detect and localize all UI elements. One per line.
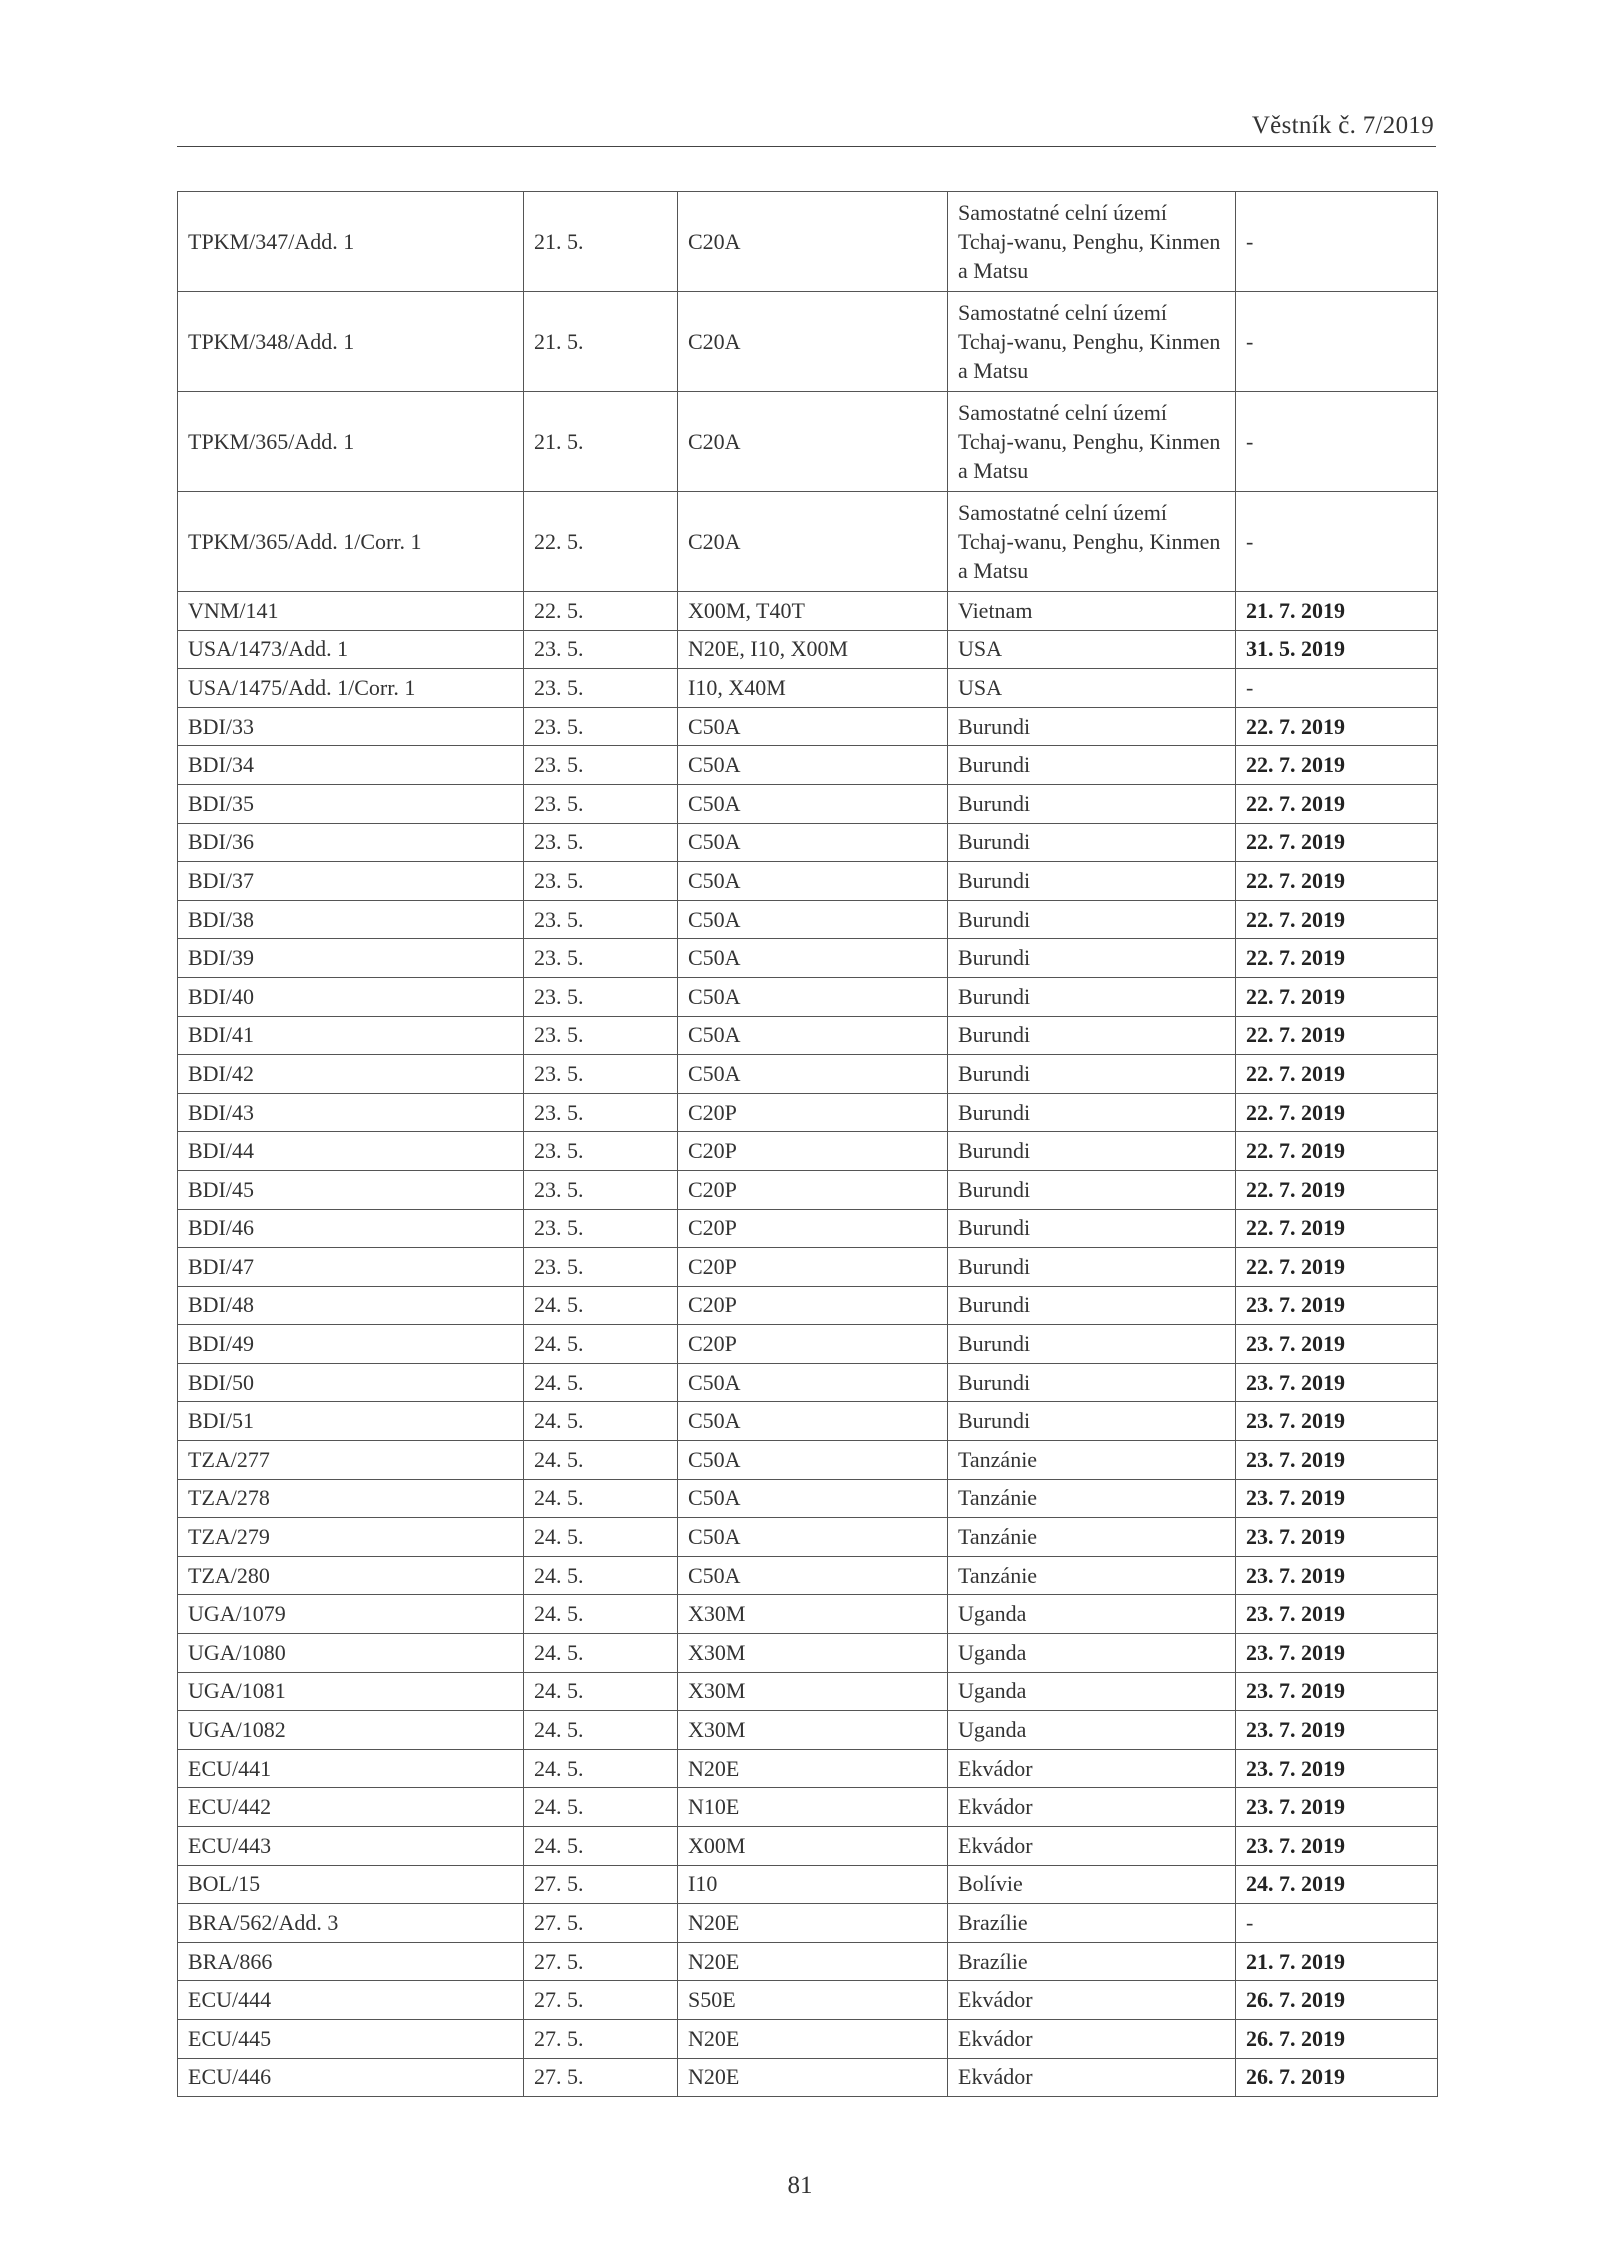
country-cell: Burundi — [948, 1402, 1236, 1441]
country-cell: Ekvádor — [948, 1981, 1236, 2020]
deadline-cell: 21. 7. 2019 — [1236, 592, 1438, 631]
symbol-cell: ECU/446 — [178, 2058, 524, 2097]
codes-cell: C50A — [678, 1055, 948, 1094]
date-cell: 23. 5. — [524, 900, 678, 939]
date-cell: 27. 5. — [524, 1904, 678, 1943]
table-row — [178, 823, 1438, 862]
symbol-cell: USA/1475/Add. 1/Corr. 1 — [178, 669, 524, 708]
date-cell: 21. 5. — [524, 192, 678, 292]
country-cell: Samostatné celní území Tchaj-wanu, Penghu, Kinmen a Matsu — [948, 192, 1236, 292]
codes-cell: C50A — [678, 746, 948, 785]
table-row — [178, 1672, 1438, 1711]
country-cell: Tanzánie — [948, 1441, 1236, 1480]
codes-cell: C50A — [678, 977, 948, 1016]
country-cell: Burundi — [948, 1286, 1236, 1325]
symbol-cell: VNM/141 — [178, 592, 524, 631]
country-cell: Burundi — [948, 1325, 1236, 1364]
symbol-cell: BDI/43 — [178, 1093, 524, 1132]
country-cell: Burundi — [948, 977, 1236, 1016]
codes-cell: C20P — [678, 1286, 948, 1325]
table-row — [178, 939, 1438, 978]
country-cell: USA — [948, 669, 1236, 708]
date-cell: 24. 5. — [524, 1749, 678, 1788]
symbol-cell: BDI/49 — [178, 1325, 524, 1364]
deadline-cell: 22. 7. 2019 — [1236, 784, 1438, 823]
symbol-cell: ECU/444 — [178, 1981, 524, 2020]
date-cell: 23. 5. — [524, 1209, 678, 1248]
country-cell: Uganda — [948, 1595, 1236, 1634]
country-cell: Samostatné celní území Tchaj-wanu, Penghu, Kinmen a Matsu — [948, 492, 1236, 592]
codes-cell: C20A — [678, 192, 948, 292]
symbol-cell: BDI/34 — [178, 746, 524, 785]
deadline-cell: 23. 7. 2019 — [1236, 1479, 1438, 1518]
table-row — [178, 1170, 1438, 1209]
codes-cell: N10E — [678, 1788, 948, 1827]
country-cell: Burundi — [948, 784, 1236, 823]
deadline-cell: 26. 7. 2019 — [1236, 1981, 1438, 2020]
date-cell: 23. 5. — [524, 784, 678, 823]
date-cell: 24. 5. — [524, 1711, 678, 1750]
country-cell: Ekvádor — [948, 1749, 1236, 1788]
country-cell: Burundi — [948, 1132, 1236, 1171]
table-row — [178, 900, 1438, 939]
symbol-cell: TZA/280 — [178, 1556, 524, 1595]
deadline-cell: 22. 7. 2019 — [1236, 1055, 1438, 1094]
symbol-cell: UGA/1080 — [178, 1634, 524, 1673]
codes-cell: N20E — [678, 1904, 948, 1943]
date-cell: 23. 5. — [524, 630, 678, 669]
codes-cell: C50A — [678, 1479, 948, 1518]
codes-cell: I10 — [678, 1865, 948, 1904]
country-cell: Tanzánie — [948, 1479, 1236, 1518]
deadline-cell: 23. 7. 2019 — [1236, 1827, 1438, 1866]
symbol-cell: BDI/38 — [178, 900, 524, 939]
codes-cell: C50A — [678, 939, 948, 978]
page-number: 81 — [787, 2172, 813, 2199]
symbol-cell: BDI/44 — [178, 1132, 524, 1171]
symbol-cell: BDI/42 — [178, 1055, 524, 1094]
deadline-cell: 23. 7. 2019 — [1236, 1788, 1438, 1827]
deadline-cell: 22. 7. 2019 — [1236, 823, 1438, 862]
table-row — [178, 1248, 1438, 1287]
deadline-cell: 21. 7. 2019 — [1236, 1942, 1438, 1981]
date-cell: 23. 5. — [524, 977, 678, 1016]
codes-cell: I10, X40M — [678, 669, 948, 708]
symbol-cell: BOL/15 — [178, 1865, 524, 1904]
deadline-cell: 23. 7. 2019 — [1236, 1286, 1438, 1325]
deadline-cell: 22. 7. 2019 — [1236, 1248, 1438, 1287]
deadline-cell: 23. 7. 2019 — [1236, 1634, 1438, 1673]
country-cell: Burundi — [948, 746, 1236, 785]
table-row — [178, 630, 1438, 669]
codes-cell: C20A — [678, 492, 948, 592]
table-row — [178, 1556, 1438, 1595]
date-cell: 21. 5. — [524, 292, 678, 392]
codes-cell: N20E, I10, X00M — [678, 630, 948, 669]
country-cell: Burundi — [948, 1055, 1236, 1094]
symbol-cell: USA/1473/Add. 1 — [178, 630, 524, 669]
symbol-cell: BRA/866 — [178, 1942, 524, 1981]
country-cell: Burundi — [948, 1093, 1236, 1132]
codes-cell: X00M, T40T — [678, 592, 948, 631]
codes-cell: C50A — [678, 1363, 948, 1402]
codes-cell: X30M — [678, 1672, 948, 1711]
deadline-cell: 26. 7. 2019 — [1236, 2019, 1438, 2058]
date-cell: 22. 5. — [524, 592, 678, 631]
table-row — [178, 1055, 1438, 1094]
table-row — [178, 1634, 1438, 1673]
symbol-cell: UGA/1081 — [178, 1672, 524, 1711]
table-row — [178, 977, 1438, 1016]
deadline-cell: 24. 7. 2019 — [1236, 1865, 1438, 1904]
deadline-cell: 22. 7. 2019 — [1236, 1170, 1438, 1209]
country-cell: Burundi — [948, 1016, 1236, 1055]
codes-cell: C50A — [678, 1556, 948, 1595]
symbol-cell: BDI/37 — [178, 862, 524, 901]
table-row — [178, 1402, 1438, 1441]
symbol-cell: TZA/277 — [178, 1441, 524, 1480]
codes-cell: C50A — [678, 1518, 948, 1557]
table-row — [178, 592, 1438, 631]
symbol-cell: TPKM/365/Add. 1 — [178, 392, 524, 492]
date-cell: 27. 5. — [524, 1865, 678, 1904]
deadline-cell: 23. 7. 2019 — [1236, 1556, 1438, 1595]
symbol-cell: BRA/562/Add. 3 — [178, 1904, 524, 1943]
notification-table — [177, 191, 1438, 2097]
date-cell: 24. 5. — [524, 1518, 678, 1557]
date-cell: 23. 5. — [524, 1055, 678, 1094]
date-cell: 21. 5. — [524, 392, 678, 492]
table-row — [178, 1363, 1438, 1402]
deadline-cell: 23. 7. 2019 — [1236, 1672, 1438, 1711]
deadline-cell: - — [1236, 492, 1438, 592]
country-cell: Ekvádor — [948, 1827, 1236, 1866]
date-cell: 23. 5. — [524, 939, 678, 978]
deadline-cell: 23. 7. 2019 — [1236, 1325, 1438, 1364]
table-row — [178, 1981, 1438, 2020]
deadline-cell: 22. 7. 2019 — [1236, 1016, 1438, 1055]
symbol-cell: TPKM/347/Add. 1 — [178, 192, 524, 292]
table-row — [178, 1479, 1438, 1518]
symbol-cell: BDI/48 — [178, 1286, 524, 1325]
table-row — [178, 1865, 1438, 1904]
date-cell: 27. 5. — [524, 1942, 678, 1981]
country-cell: Burundi — [948, 900, 1236, 939]
symbol-cell: BDI/41 — [178, 1016, 524, 1055]
date-cell: 23. 5. — [524, 862, 678, 901]
symbol-cell: ECU/441 — [178, 1749, 524, 1788]
country-cell: Ekvádor — [948, 1788, 1236, 1827]
country-cell: Brazílie — [948, 1942, 1236, 1981]
deadline-cell: 22. 7. 2019 — [1236, 1093, 1438, 1132]
country-cell: Burundi — [948, 939, 1236, 978]
table-row — [178, 784, 1438, 823]
table-row — [178, 492, 1438, 592]
deadline-cell: 23. 7. 2019 — [1236, 1402, 1438, 1441]
table-row — [178, 1711, 1438, 1750]
deadline-cell: 22. 7. 2019 — [1236, 900, 1438, 939]
running-header — [177, 112, 1436, 147]
table-row — [178, 1904, 1438, 1943]
table-row — [178, 292, 1438, 392]
table-row — [178, 1827, 1438, 1866]
codes-cell: C20P — [678, 1209, 948, 1248]
table-row — [178, 1286, 1438, 1325]
codes-cell: C20P — [678, 1325, 948, 1364]
codes-cell: X30M — [678, 1634, 948, 1673]
table-row — [178, 1518, 1438, 1557]
symbol-cell: TPKM/348/Add. 1 — [178, 292, 524, 392]
table-row — [178, 669, 1438, 708]
table-row — [178, 192, 1438, 292]
date-cell: 27. 5. — [524, 1981, 678, 2020]
symbol-cell: BDI/47 — [178, 1248, 524, 1287]
deadline-cell: 22. 7. 2019 — [1236, 1132, 1438, 1171]
country-cell: Burundi — [948, 1248, 1236, 1287]
codes-cell: C50A — [678, 862, 948, 901]
country-cell: Brazílie — [948, 1904, 1236, 1943]
table-row — [178, 2058, 1438, 2097]
table-row — [178, 1942, 1438, 1981]
symbol-cell: TPKM/365/Add. 1/Corr. 1 — [178, 492, 524, 592]
date-cell: 23. 5. — [524, 1016, 678, 1055]
symbol-cell: ECU/445 — [178, 2019, 524, 2058]
date-cell: 24. 5. — [524, 1788, 678, 1827]
codes-cell: N20E — [678, 1749, 948, 1788]
table-row — [178, 1132, 1438, 1171]
date-cell: 23. 5. — [524, 823, 678, 862]
date-cell: 24. 5. — [524, 1363, 678, 1402]
table-row — [178, 1325, 1438, 1364]
table-row — [178, 707, 1438, 746]
date-cell: 24. 5. — [524, 1827, 678, 1866]
codes-cell: N20E — [678, 1942, 948, 1981]
codes-cell: C20A — [678, 292, 948, 392]
codes-cell: X00M — [678, 1827, 948, 1866]
notification-table-body — [178, 192, 1438, 2097]
symbol-cell: BDI/46 — [178, 1209, 524, 1248]
deadline-cell: 22. 7. 2019 — [1236, 977, 1438, 1016]
country-cell: Burundi — [948, 1209, 1236, 1248]
symbol-cell: BDI/33 — [178, 707, 524, 746]
country-cell: Tanzánie — [948, 1518, 1236, 1557]
table-row — [178, 1016, 1438, 1055]
deadline-cell: 22. 7. 2019 — [1236, 707, 1438, 746]
date-cell: 23. 5. — [524, 1132, 678, 1171]
codes-cell: C50A — [678, 900, 948, 939]
country-cell: Burundi — [948, 862, 1236, 901]
table-row — [178, 1093, 1438, 1132]
date-cell: 24. 5. — [524, 1479, 678, 1518]
deadline-cell: 23. 7. 2019 — [1236, 1595, 1438, 1634]
codes-cell: S50E — [678, 1981, 948, 2020]
deadline-cell: 22. 7. 2019 — [1236, 862, 1438, 901]
codes-cell: C50A — [678, 1441, 948, 1480]
table-row — [178, 746, 1438, 785]
journal-title: Věstník č. 7/2019 — [1251, 112, 1434, 139]
deadline-cell: 31. 5. 2019 — [1236, 630, 1438, 669]
symbol-cell: BDI/39 — [178, 939, 524, 978]
deadline-cell: - — [1236, 669, 1438, 708]
symbol-cell: UGA/1079 — [178, 1595, 524, 1634]
symbol-cell: BDI/51 — [178, 1402, 524, 1441]
country-cell: Uganda — [948, 1711, 1236, 1750]
symbol-cell: BDI/40 — [178, 977, 524, 1016]
codes-cell: C20P — [678, 1093, 948, 1132]
symbol-cell: BDI/36 — [178, 823, 524, 862]
country-cell: Burundi — [948, 1363, 1236, 1402]
codes-cell: X30M — [678, 1711, 948, 1750]
date-cell: 24. 5. — [524, 1402, 678, 1441]
date-cell: 24. 5. — [524, 1595, 678, 1634]
country-cell: Burundi — [948, 707, 1236, 746]
date-cell: 23. 5. — [524, 707, 678, 746]
date-cell: 23. 5. — [524, 1170, 678, 1209]
table-row — [178, 1749, 1438, 1788]
symbol-cell: TZA/278 — [178, 1479, 524, 1518]
symbol-cell: ECU/442 — [178, 1788, 524, 1827]
codes-cell: C20P — [678, 1170, 948, 1209]
date-cell: 24. 5. — [524, 1441, 678, 1480]
country-cell: Uganda — [948, 1634, 1236, 1673]
country-cell: Burundi — [948, 1170, 1236, 1209]
country-cell: Uganda — [948, 1672, 1236, 1711]
table-row — [178, 862, 1438, 901]
codes-cell: N20E — [678, 2058, 948, 2097]
table-row — [178, 1595, 1438, 1634]
deadline-cell: 22. 7. 2019 — [1236, 939, 1438, 978]
deadline-cell: 23. 7. 2019 — [1236, 1518, 1438, 1557]
symbol-cell: ECU/443 — [178, 1827, 524, 1866]
table-row — [178, 1788, 1438, 1827]
deadline-cell: 23. 7. 2019 — [1236, 1363, 1438, 1402]
codes-cell: C50A — [678, 784, 948, 823]
codes-cell: X30M — [678, 1595, 948, 1634]
deadline-cell: - — [1236, 192, 1438, 292]
codes-cell: C50A — [678, 707, 948, 746]
date-cell: 27. 5. — [524, 2058, 678, 2097]
date-cell: 24. 5. — [524, 1634, 678, 1673]
date-cell: 23. 5. — [524, 746, 678, 785]
date-cell: 24. 5. — [524, 1672, 678, 1711]
symbol-cell: BDI/45 — [178, 1170, 524, 1209]
country-cell: Vietnam — [948, 592, 1236, 631]
country-cell: Bolívie — [948, 1865, 1236, 1904]
country-cell: Ekvádor — [948, 2019, 1236, 2058]
date-cell: 24. 5. — [524, 1325, 678, 1364]
codes-cell: C20A — [678, 392, 948, 492]
country-cell: Burundi — [948, 823, 1236, 862]
deadline-cell: 23. 7. 2019 — [1236, 1749, 1438, 1788]
codes-cell: C20P — [678, 1132, 948, 1171]
deadline-cell: 26. 7. 2019 — [1236, 2058, 1438, 2097]
date-cell: 24. 5. — [524, 1556, 678, 1595]
date-cell: 23. 5. — [524, 1093, 678, 1132]
table-row — [178, 392, 1438, 492]
deadline-cell: 23. 7. 2019 — [1236, 1441, 1438, 1480]
deadline-cell: 22. 7. 2019 — [1236, 746, 1438, 785]
date-cell: 23. 5. — [524, 1248, 678, 1287]
symbol-cell: BDI/35 — [178, 784, 524, 823]
country-cell: Tanzánie — [948, 1556, 1236, 1595]
codes-cell: C20P — [678, 1248, 948, 1287]
deadline-cell: - — [1236, 292, 1438, 392]
country-cell: Samostatné celní území Tchaj-wanu, Penghu, Kinmen a Matsu — [948, 292, 1236, 392]
country-cell: Samostatné celní území Tchaj-wanu, Penghu, Kinmen a Matsu — [948, 392, 1236, 492]
symbol-cell: UGA/1082 — [178, 1711, 524, 1750]
date-cell: 22. 5. — [524, 492, 678, 592]
table-row — [178, 1209, 1438, 1248]
deadline-cell: - — [1236, 1904, 1438, 1943]
codes-cell: N20E — [678, 2019, 948, 2058]
codes-cell: C50A — [678, 1402, 948, 1441]
deadline-cell: 22. 7. 2019 — [1236, 1209, 1438, 1248]
deadline-cell: 23. 7. 2019 — [1236, 1711, 1438, 1750]
deadline-cell: - — [1236, 392, 1438, 492]
symbol-cell: TZA/279 — [178, 1518, 524, 1557]
table-row — [178, 2019, 1438, 2058]
date-cell: 23. 5. — [524, 669, 678, 708]
country-cell: Ekvádor — [948, 2058, 1236, 2097]
table-row — [178, 1441, 1438, 1480]
country-cell: USA — [948, 630, 1236, 669]
codes-cell: C50A — [678, 823, 948, 862]
codes-cell: C50A — [678, 1016, 948, 1055]
symbol-cell: BDI/50 — [178, 1363, 524, 1402]
date-cell: 27. 5. — [524, 2019, 678, 2058]
date-cell: 24. 5. — [524, 1286, 678, 1325]
